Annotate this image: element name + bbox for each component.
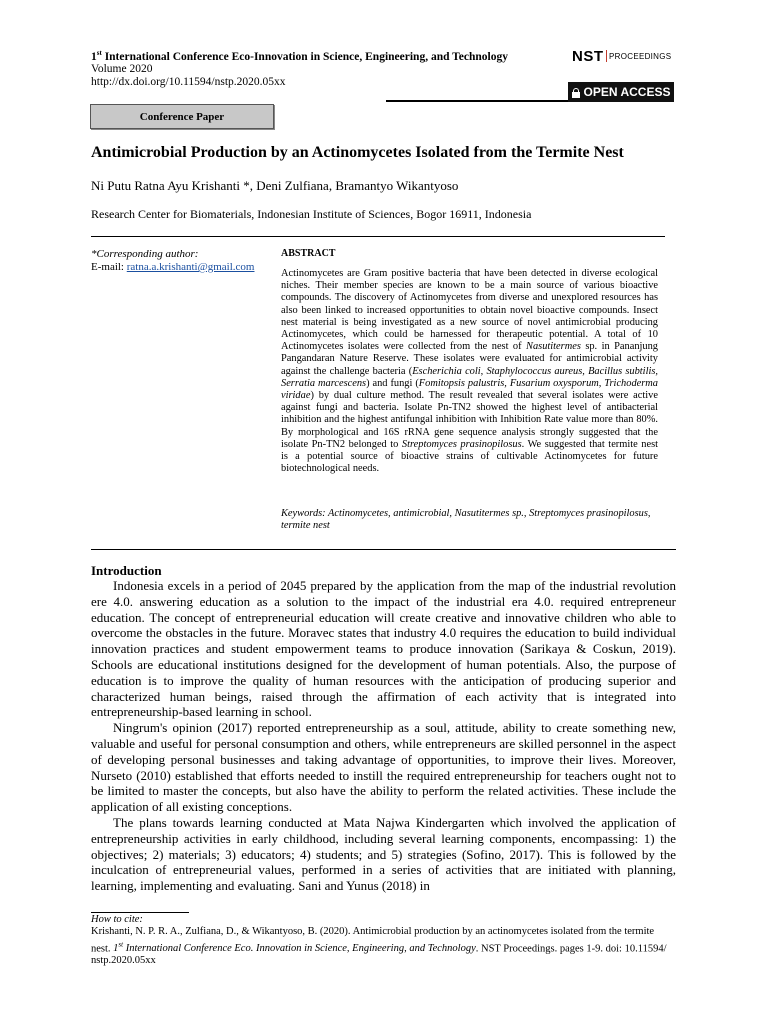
- footnote-rule: [91, 912, 189, 913]
- abstract-heading: ABSTRACT: [281, 248, 336, 259]
- doi-link[interactable]: http://dx.doi.org/10.11594/nstp.2020.05xx: [91, 75, 286, 88]
- open-access-badge: OPEN ACCESS: [568, 82, 674, 102]
- paper-title: Antimicrobial Production by an Actinomycetes Isolated from the Termite Nest: [91, 144, 624, 161]
- divider: [91, 236, 665, 237]
- paper-type-label: Conference Paper: [90, 104, 274, 129]
- divider: [91, 549, 676, 550]
- section-heading: Introduction: [91, 563, 162, 578]
- paragraph: The plans towards learning conducted at Mata Najwa Kindergarten which involved the application of entrepreneurship activities in early childhood, including several learning components, encompassing: 1) the objectives; 2) materials; 3) educators; 4) students; and 5) strategies (Sofino, 2017). This is followed by the inculcation of entrepreneurial values, performed in a series of activities that are initiated with planning, learning, implementing and evaluating. Sani and Yunus (2018) in: [91, 814, 676, 894]
- affiliation: Research Center for Biomaterials, Indonesian Institute of Sciences, Bogor 16911, Indonesia: [91, 207, 532, 221]
- nst-proceedings-logo: NST PROCEEDINGS: [572, 48, 672, 65]
- paragraph: Ningrum's opinion (2017) reported entrepreneurship as a soul, attitude, ability to create something new, valuable and useful for personal consumption and others, while entrepreneurs are skilled personnel in the aspect of developing personal businesses and taking advantage of opportunities, to improve their lives. Moreover, Nurseto (2010) established that efforts needed to instill the required entrepreneurship for teachers ought not to be limited to master the concepts, but also have the ability to perform the related activities. These include the application of all existing conceptions.: [91, 720, 676, 815]
- email-link[interactable]: ratna.a.krishanti@gmail.com: [126, 261, 255, 273]
- abstract-text: Actinomycetes are Gram positive bacteria that have been detected in diverse ecological niches. Their member species are known to be a main source of various bioactive compounds. The discovery of Actinomycetes from diverse and unexplored resources has also been linked to increased opportunities to obtain novel bioactive compounds. Insect nest material is being investigated as a new source of novel antimicrobial producing Actinomycetes, which could be harnessed for therapeutic potential. A total of 10 Actinomycetes isolates were collected from the nest of Nasutitermes sp. in Pananjung Pangandaran Nature Reserve. These isolates were evaluated for antimicrobial activity against the challenge bacteria (Escherichia coli, Staphylococcus aureus, Bacillus subtilis, Serratia marcescens) and fungi (Fomitopsis palustris, Fusarium oxysporum, Trichoderma viridae) by dual culture method. The result revealed that several isolates were active against fungi and bacteria. Isolate Pn-TN2 showed the highest level of antibacterial inhibition and the highest antifungal inhibition with Inhibition Rate value more than 80%. By morphological and 16S rRNA gene sequence analysis strongly suggested that the isolate Pn-TN2 belonged to Streptomyces prasinopilosus. We suggested that termite nest is a potential source of bioactive strains of cultivable Actinomycetes for future biotechnological needs.: [281, 268, 658, 475]
- corresponding-author: *Corresponding author: E-mail: ratna.a.krishanti@gmail.com: [91, 248, 255, 273]
- introduction-body: [91, 578, 676, 894]
- keywords: Keywords: Actinomycetes, antimicrobial, Nasutitermes sp., Streptomyces prasinopilosus, termite nest: [281, 508, 651, 532]
- lock-icon: [572, 88, 580, 97]
- paragraph: Indonesia excels in a period of 2045 prepared by the application from the map of the industrial revolution ere 4.0. answering education as a solution to the impact of the industrial era 4.0. required entrepreneur education. The concept of entrepreneurial education will create creative and innovative children who able to overcome the obstacles in the future. Moravec states that industry 4.0 requires the education to build individual innovation practices and student empowerment teams to produce innovation (Sarikaya & Coskun, 2019). Schools are educational institutions designed for the development of human potentials. Also, the purpose of education is to improve the quality of human resources with the anticipation of producing superior and characterized human beings, raised through the affirmation of each activity that is integrated into entrepreneurship-based learning in school.: [91, 578, 676, 720]
- volume: Volume 2020: [91, 63, 153, 76]
- conference-name: 1st International Conference Eco-Innovation in Science, Engineering, and Technology: [91, 49, 508, 63]
- authors: Ni Putu Ratna Ayu Krishanti *, Deni Zulfiana, Bramantyo Wikantyoso: [91, 178, 459, 193]
- citation-footnote: How to cite: Krishanti, N. P. R. A., Zulfiana, D., & Wikantyoso, B. (2020). Antimicrobial production by an actinomycetes isolated from the termite nest. 1st International Conference Eco. Innovation in Science, Engineering, and Technology. NST Proceedings. pages 1-9. doi: 10.11594/ nstp.2020.05xx: [91, 914, 667, 967]
- journal-header: [91, 47, 508, 88]
